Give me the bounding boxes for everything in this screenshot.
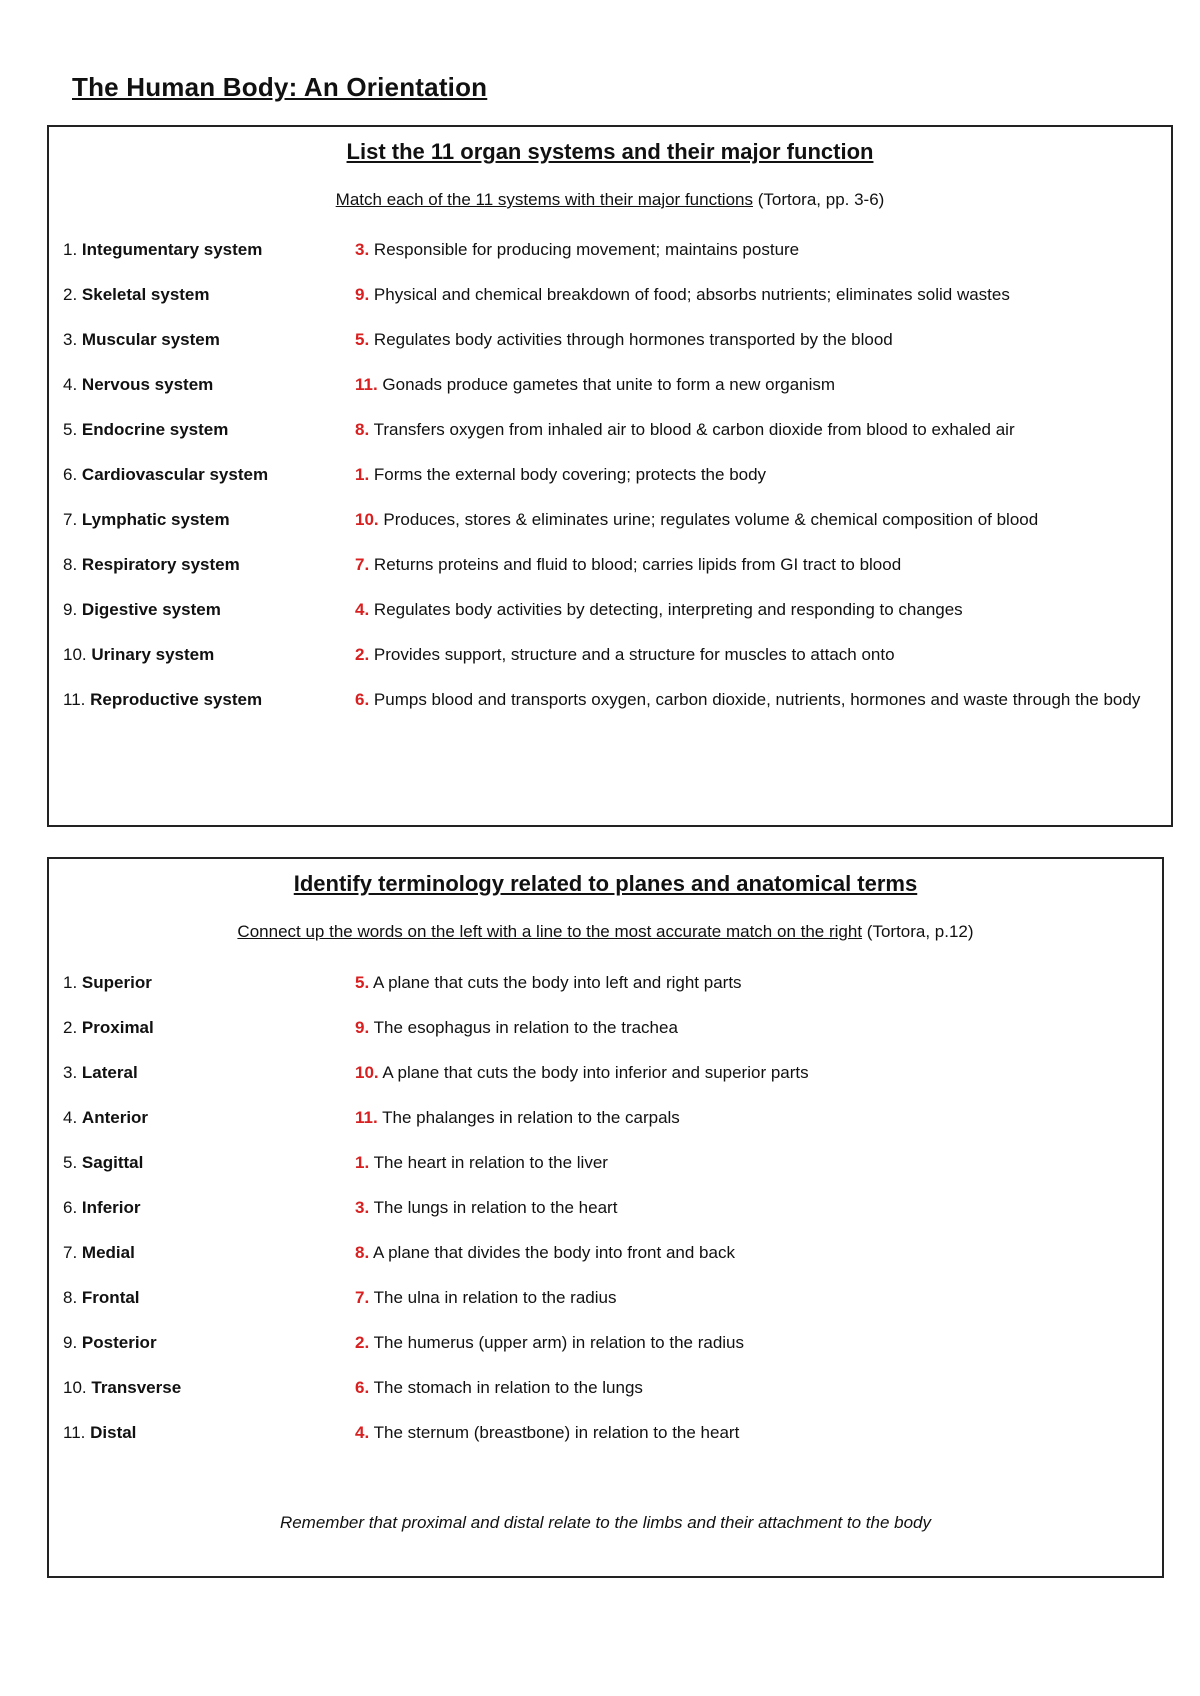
term-index: 11. — [63, 690, 86, 709]
match-description — [355, 1058, 1156, 1088]
description-text: The esophagus in relation to the trachea — [369, 1018, 678, 1037]
match-row — [63, 1328, 1156, 1358]
match-description — [355, 325, 1165, 355]
term-index: 5. — [63, 420, 78, 439]
term-name: Distal — [90, 1423, 137, 1442]
description-text: Pumps blood and transports oxygen, carbon dioxide, nutrients, hormones and waste through the body — [369, 690, 1141, 709]
term-name: Skeletal system — [81, 285, 210, 304]
match-description — [355, 685, 1165, 715]
match-row — [63, 1013, 1156, 1043]
answer-number: 5. — [355, 973, 370, 992]
match-row — [63, 1193, 1156, 1223]
term-label — [63, 325, 343, 355]
term-index: 3. — [63, 330, 78, 349]
answer-number: 7. — [355, 555, 370, 574]
match-row — [63, 280, 1165, 310]
page-title: The Human Body: An Orientation — [72, 72, 488, 102]
term-name: Superior — [81, 973, 152, 992]
term-name: Frontal — [81, 1288, 140, 1307]
match-description — [355, 595, 1165, 625]
term-name: Integumentary system — [81, 240, 263, 259]
term-name: Proximal — [81, 1018, 154, 1037]
organ-systems-section — [47, 125, 1173, 827]
description-text: Physical and chemical breakdown of food; absorbs nutrients; eliminates solid wastes — [369, 285, 1010, 304]
match-description — [355, 460, 1165, 490]
term-label — [63, 460, 343, 490]
match-description — [355, 968, 1156, 998]
term-name: Lymphatic system — [81, 510, 230, 529]
term-label — [63, 1283, 343, 1313]
term-name: Digestive system — [81, 600, 221, 619]
answer-number: 3. — [355, 240, 370, 259]
term-label — [63, 1328, 343, 1358]
term-name: Urinary system — [91, 645, 215, 664]
description-text: Forms the external body covering; protects the body — [369, 465, 767, 484]
organ-systems-list — [63, 235, 1165, 730]
term-label — [63, 968, 343, 998]
match-description — [355, 1373, 1156, 1403]
term-name: Reproductive system — [90, 690, 263, 709]
term-name: Cardiovascular system — [81, 465, 269, 484]
match-description — [355, 550, 1165, 580]
match-description — [355, 505, 1165, 535]
match-row — [63, 1148, 1156, 1178]
answer-number: 9. — [355, 1018, 370, 1037]
answer-number: 4. — [355, 1423, 370, 1442]
term-index: 10. — [63, 645, 87, 664]
term-label — [63, 685, 343, 715]
match-description — [355, 1418, 1156, 1448]
term-name: Respiratory system — [81, 555, 240, 574]
description-text: The ulna in relation to the radius — [369, 1288, 617, 1307]
answer-number: 5. — [355, 330, 370, 349]
term-index: 2. — [63, 1018, 78, 1037]
term-name: Transverse — [91, 1378, 182, 1397]
answer-number: 1. — [355, 465, 370, 484]
term-index: 4. — [63, 1108, 78, 1127]
term-label — [63, 1238, 343, 1268]
match-row — [63, 370, 1165, 400]
instruction-text: Connect up the words on the left with a line to the most accurate match on the right — [237, 922, 863, 941]
answer-number: 11. — [355, 375, 378, 394]
match-row — [63, 640, 1165, 670]
term-index: 1. — [63, 973, 78, 992]
term-label — [63, 280, 343, 310]
term-index: 4. — [63, 375, 78, 394]
match-description — [355, 1328, 1156, 1358]
term-label — [63, 1373, 343, 1403]
instruction-reference: (Tortora, p.12) — [862, 922, 974, 941]
answer-number: 9. — [355, 285, 370, 304]
match-description — [355, 1193, 1156, 1223]
answer-number: 6. — [355, 690, 370, 709]
description-text: The phalanges in relation to the carpals — [377, 1108, 680, 1127]
description-text: Gonads produce gametes that unite to form a new organism — [377, 375, 836, 394]
match-description — [355, 640, 1165, 670]
term-index: 6. — [63, 1198, 78, 1217]
term-index: 11. — [63, 1423, 86, 1442]
term-index: 9. — [63, 600, 78, 619]
answer-number: 10. — [355, 1063, 379, 1082]
term-name: Medial — [81, 1243, 135, 1262]
description-text: Transfers oxygen from inhaled air to blood & carbon dioxide from blood to exhaled air — [369, 420, 1015, 439]
match-row — [63, 325, 1165, 355]
section-title: List the 11 organ systems and their major function — [346, 139, 874, 164]
match-row — [63, 685, 1165, 715]
match-row — [63, 505, 1165, 535]
section-title: Identify terminology related to planes and anatomical terms — [293, 871, 918, 896]
answer-number: 8. — [355, 1243, 370, 1262]
match-description — [355, 1013, 1156, 1043]
match-description — [355, 1283, 1156, 1313]
description-text: The stomach in relation to the lungs — [369, 1378, 643, 1397]
instruction-reference: (Tortora, pp. 3-6) — [753, 190, 885, 209]
term-label — [63, 1013, 343, 1043]
answer-number: 11. — [355, 1108, 378, 1127]
match-row — [63, 1418, 1156, 1448]
description-text: A plane that cuts the body into inferior and superior parts — [378, 1063, 809, 1082]
answer-number: 4. — [355, 600, 370, 619]
term-index: 9. — [63, 1333, 78, 1352]
term-index: 2. — [63, 285, 78, 304]
match-row — [63, 235, 1165, 265]
term-label — [63, 505, 343, 535]
match-row — [63, 1283, 1156, 1313]
answer-number: 1. — [355, 1153, 370, 1172]
match-row — [63, 1238, 1156, 1268]
term-name: Anterior — [81, 1108, 149, 1127]
match-description — [355, 1148, 1156, 1178]
term-index: 10. — [63, 1378, 87, 1397]
footnote: Remember that proximal and distal relate to the limbs and their attachment to the body — [279, 1513, 932, 1532]
anatomical-terms-list — [63, 968, 1156, 1463]
term-name: Lateral — [81, 1063, 138, 1082]
term-index: 6. — [63, 465, 78, 484]
answer-number: 2. — [355, 1333, 370, 1352]
instruction-text: Match each of the 11 systems with their major functions — [335, 190, 753, 209]
term-label — [63, 1058, 343, 1088]
match-description — [355, 415, 1165, 445]
match-row — [63, 1373, 1156, 1403]
term-name: Nervous system — [81, 375, 214, 394]
description-text: Provides support, structure and a structure for muscles to attach onto — [369, 645, 895, 664]
answer-number: 8. — [355, 420, 370, 439]
match-row — [63, 968, 1156, 998]
term-label — [63, 550, 343, 580]
term-label — [63, 1148, 343, 1178]
match-row — [63, 595, 1165, 625]
description-text: Regulates body activities by detecting, interpreting and responding to changes — [369, 600, 963, 619]
description-text: Returns proteins and fluid to blood; carries lipids from GI tract to blood — [369, 555, 902, 574]
term-label — [63, 370, 343, 400]
answer-number: 6. — [355, 1378, 370, 1397]
description-text: The heart in relation to the liver — [369, 1153, 608, 1172]
match-description — [355, 1238, 1156, 1268]
match-description — [355, 1103, 1156, 1133]
answer-number: 2. — [355, 645, 370, 664]
term-index: 7. — [63, 510, 78, 529]
term-label — [63, 1418, 343, 1448]
description-text: A plane that divides the body into front and back — [369, 1243, 735, 1262]
description-text: A plane that cuts the body into left and right parts — [369, 973, 742, 992]
description-text: Responsible for producing movement; maintains posture — [369, 240, 800, 259]
term-name: Sagittal — [81, 1153, 144, 1172]
match-description — [355, 370, 1165, 400]
description-text: The humerus (upper arm) in relation to the radius — [369, 1333, 745, 1352]
description-text: Produces, stores & eliminates urine; regulates volume & chemical composition of blood — [378, 510, 1039, 529]
anatomical-terms-section — [47, 857, 1164, 1578]
description-text: Regulates body activities through hormones transported by the blood — [369, 330, 893, 349]
term-label — [63, 1193, 343, 1223]
match-row — [63, 415, 1165, 445]
answer-number: 3. — [355, 1198, 370, 1217]
match-description — [355, 280, 1165, 310]
section-instruction — [49, 922, 1162, 942]
term-name: Endocrine system — [81, 420, 229, 439]
term-index: 7. — [63, 1243, 78, 1262]
term-label — [63, 595, 343, 625]
term-index: 8. — [63, 1288, 78, 1307]
section-instruction — [49, 190, 1171, 210]
term-label — [63, 235, 343, 265]
term-name: Muscular system — [81, 330, 220, 349]
match-row — [63, 1058, 1156, 1088]
term-index: 8. — [63, 555, 78, 574]
match-row — [63, 1103, 1156, 1133]
description-text: The sternum (breastbone) in relation to the heart — [369, 1423, 740, 1442]
match-row — [63, 460, 1165, 490]
term-name: Inferior — [81, 1198, 141, 1217]
match-row — [63, 550, 1165, 580]
term-index: 1. — [63, 240, 78, 259]
answer-number: 7. — [355, 1288, 370, 1307]
match-description — [355, 235, 1165, 265]
term-index: 3. — [63, 1063, 78, 1082]
description-text: The lungs in relation to the heart — [369, 1198, 618, 1217]
term-index: 5. — [63, 1153, 78, 1172]
term-label — [63, 415, 343, 445]
answer-number: 10. — [355, 510, 379, 529]
term-label — [63, 640, 343, 670]
term-label — [63, 1103, 343, 1133]
term-name: Posterior — [81, 1333, 157, 1352]
